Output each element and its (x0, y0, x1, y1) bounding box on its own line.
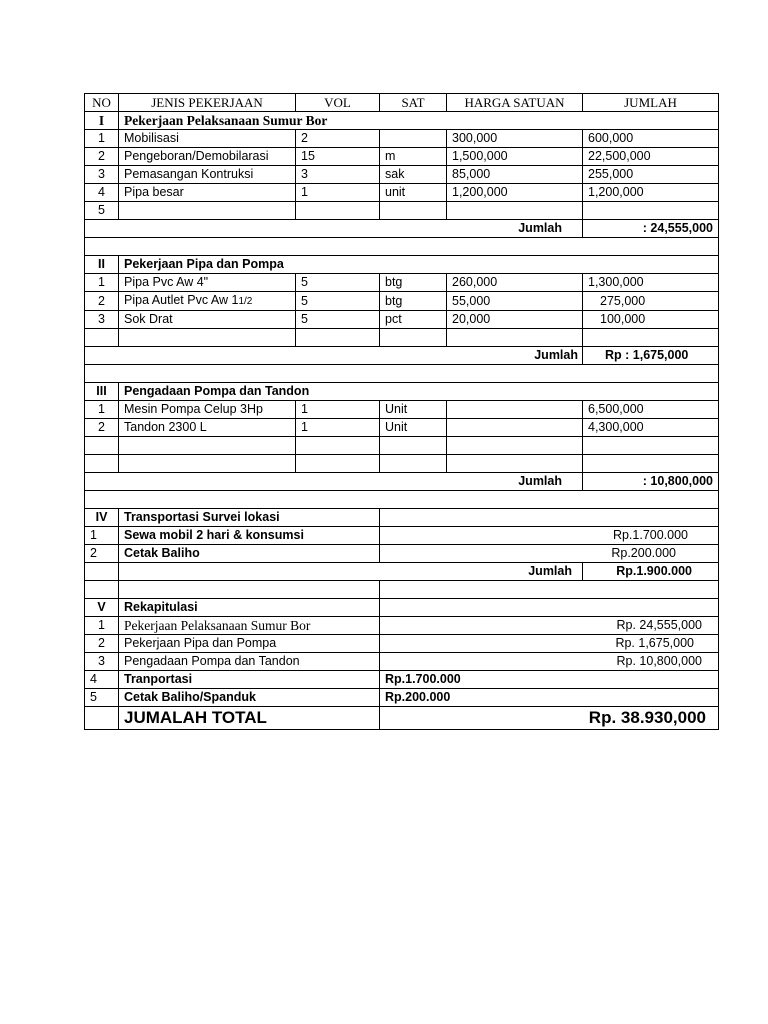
row-value: Rp. 10,800,000 (380, 653, 719, 671)
header-vol: VOL (296, 94, 380, 112)
row-jenis: Tandon 2300 L (119, 419, 296, 437)
row-value: Rp.200.000 (380, 545, 719, 563)
sum-value: Rp : 1,675,000 (583, 347, 719, 365)
table-row (85, 292, 719, 311)
header-jumlah: JUMLAH (583, 94, 719, 112)
spacer-row (85, 581, 719, 599)
spacer-cell (85, 581, 119, 599)
row-no: 5 (85, 202, 119, 220)
row-no: 2 (85, 545, 119, 563)
cost-estimate-table (84, 93, 719, 730)
row-jenis: Sok Drat (119, 311, 296, 329)
empty-cell (85, 437, 119, 455)
row-jenis-text: Pipa Autlet Pvc Aw 1 (124, 293, 239, 307)
row-value: Rp.200.000 (380, 689, 719, 707)
cost-estimate-table-container (84, 93, 718, 730)
row-no: 2 (85, 419, 119, 437)
table-row (85, 545, 719, 563)
table-row (85, 689, 719, 707)
empty-cell (85, 707, 119, 730)
row-no: 1 (85, 617, 119, 635)
empty-cell (380, 509, 719, 527)
row-jenis (119, 292, 296, 311)
section-number: III (85, 383, 119, 401)
empty-row (85, 455, 719, 473)
row-no: 3 (85, 311, 119, 329)
table-row (85, 311, 719, 329)
row-jumlah: 100,000 (583, 311, 719, 329)
row-sat: btg (380, 274, 447, 292)
section-number: II (85, 256, 119, 274)
table-row (85, 202, 719, 220)
empty-cell (85, 563, 119, 581)
section-3-title-row (85, 383, 719, 401)
row-jumlah: 1,200,000 (583, 184, 719, 202)
row-harga: 85,000 (447, 166, 583, 184)
empty-cell (583, 455, 719, 473)
empty-cell (85, 329, 119, 347)
row-no: 2 (85, 148, 119, 166)
row-value: Rp.1.700.000 (380, 527, 719, 545)
row-vol: 3 (296, 166, 380, 184)
table-row (85, 274, 719, 292)
row-no: 1 (85, 274, 119, 292)
row-no: 4 (85, 671, 119, 689)
table-row (85, 617, 719, 635)
row-vol: 1 (296, 184, 380, 202)
row-jenis: Cetak Baliho (119, 545, 380, 563)
empty-cell (583, 437, 719, 455)
row-jumlah: 1,300,000 (583, 274, 719, 292)
section-4-sum-row (85, 563, 719, 581)
section-5-title-row (85, 599, 719, 617)
spacer-row (85, 238, 719, 256)
table-row (85, 148, 719, 166)
row-harga: 300,000 (447, 130, 583, 148)
row-no: 2 (85, 292, 119, 311)
row-no: 4 (85, 184, 119, 202)
empty-cell (447, 437, 583, 455)
row-sat: btg (380, 292, 447, 311)
row-vol: 5 (296, 311, 380, 329)
empty-cell (85, 455, 119, 473)
row-jenis: Pengadaan Pompa dan Tandon (119, 653, 380, 671)
row-sat: pct (380, 311, 447, 329)
row-no: 2 (85, 635, 119, 653)
sum-label: Jumlah (119, 563, 583, 581)
row-jenis: Cetak Baliho/Spanduk (119, 689, 380, 707)
sum-label: Jumlah (85, 220, 583, 238)
row-jenis: Pipa Pvc Aw 4" (119, 274, 296, 292)
row-jenis: Mesin Pompa Celup 3Hp (119, 401, 296, 419)
header-no: NO (85, 94, 119, 112)
row-harga: 55,000 (447, 292, 583, 311)
empty-row (85, 329, 719, 347)
row-harga: 1,200,000 (447, 184, 583, 202)
row-no: 5 (85, 689, 119, 707)
empty-row (85, 437, 719, 455)
row-sat (380, 202, 447, 220)
row-vol: 5 (296, 274, 380, 292)
row-vol: 1 (296, 419, 380, 437)
table-row (85, 130, 719, 148)
section-1-title-row (85, 112, 719, 130)
empty-cell (583, 329, 719, 347)
row-no: 3 (85, 166, 119, 184)
row-harga (447, 419, 583, 437)
row-jenis (119, 202, 296, 220)
row-harga: 20,000 (447, 311, 583, 329)
section-title: Pekerjaan Pelaksanaan Sumur Bor (119, 112, 719, 130)
row-sat: Unit (380, 401, 447, 419)
row-no: 3 (85, 653, 119, 671)
spacer-row (85, 491, 719, 509)
empty-cell (119, 455, 296, 473)
row-jumlah: 275,000 (583, 292, 719, 311)
empty-cell (380, 329, 447, 347)
empty-cell (296, 455, 380, 473)
row-harga (447, 202, 583, 220)
row-sat: sak (380, 166, 447, 184)
row-jumlah: 4,300,000 (583, 419, 719, 437)
grand-total-value: Rp. 38.930,000 (380, 707, 719, 730)
section-3-sum-row (85, 473, 719, 491)
section-number: IV (85, 509, 119, 527)
sum-value: : 24,555,000 (583, 220, 719, 238)
row-jumlah: 6,500,000 (583, 401, 719, 419)
row-vol: 1 (296, 401, 380, 419)
section-1-sum-row (85, 220, 719, 238)
empty-cell (380, 437, 447, 455)
empty-cell (380, 599, 719, 617)
grand-total-label: JUMALAH TOTAL (119, 707, 380, 730)
spacer-cell (85, 365, 719, 383)
table-row (85, 401, 719, 419)
header-harga: HARGA SATUAN (447, 94, 583, 112)
empty-cell (380, 455, 447, 473)
spacer-cell (85, 491, 719, 509)
spacer-row (85, 365, 719, 383)
row-jumlah: 255,000 (583, 166, 719, 184)
row-jenis: Pekerjaan Pipa dan Pompa (119, 635, 380, 653)
empty-cell (447, 329, 583, 347)
table-row (85, 653, 719, 671)
section-title: Transportasi Survei lokasi (119, 509, 380, 527)
section-number: I (85, 112, 119, 130)
row-jenis: Pekerjaan Pelaksanaan Sumur Bor (119, 617, 380, 635)
row-sat: m (380, 148, 447, 166)
grand-total-row (85, 707, 719, 730)
sum-value: : 10,800,000 (583, 473, 719, 491)
row-value: Rp. 1,675,000 (380, 635, 719, 653)
row-vol: 15 (296, 148, 380, 166)
sum-label: Jumlah (85, 473, 583, 491)
table-row (85, 671, 719, 689)
row-jumlah: 600,000 (583, 130, 719, 148)
header-sat: SAT (380, 94, 447, 112)
empty-cell (119, 329, 296, 347)
row-jenis: Pipa besar (119, 184, 296, 202)
empty-cell (447, 455, 583, 473)
row-no: 1 (85, 401, 119, 419)
section-2-title-row (85, 256, 719, 274)
row-jenis: Pemasangan Kontruksi (119, 166, 296, 184)
section-title: Pengadaan Pompa dan Tandon (119, 383, 719, 401)
row-value: Rp. 24,555,000 (380, 617, 719, 635)
table-row (85, 527, 719, 545)
table-row (85, 419, 719, 437)
row-harga (447, 401, 583, 419)
table-row (85, 166, 719, 184)
section-number: V (85, 599, 119, 617)
row-sat: Unit (380, 419, 447, 437)
empty-cell (296, 437, 380, 455)
section-title: Pekerjaan Pipa dan Pompa (119, 256, 719, 274)
empty-cell (119, 437, 296, 455)
row-vol (296, 202, 380, 220)
row-sat (380, 130, 447, 148)
spacer-cell (380, 581, 719, 599)
row-harga: 1,500,000 (447, 148, 583, 166)
row-jenis-fraction: 1/2 (238, 296, 253, 307)
row-no: 1 (85, 130, 119, 148)
section-title: Rekapitulasi (119, 599, 380, 617)
row-value: Rp.1.700.000 (380, 671, 719, 689)
row-sat: unit (380, 184, 447, 202)
header-row (85, 94, 719, 112)
sum-label: Jumlah (85, 347, 583, 365)
table-row (85, 635, 719, 653)
sum-value: Rp.1.900.000 (583, 563, 719, 581)
section-2-sum-row (85, 347, 719, 365)
row-jenis: Mobilisasi (119, 130, 296, 148)
row-jenis: Pengeboran/Demobilarasi (119, 148, 296, 166)
row-vol: 5 (296, 292, 380, 311)
row-harga: 260,000 (447, 274, 583, 292)
row-no: 1 (85, 527, 119, 545)
row-vol: 2 (296, 130, 380, 148)
spacer-cell (85, 238, 719, 256)
row-jenis: Sewa mobil 2 hari & konsumsi (119, 527, 380, 545)
row-jumlah: 22,500,000 (583, 148, 719, 166)
section-4-title-row (85, 509, 719, 527)
row-jumlah (583, 202, 719, 220)
header-jenis: JENIS PEKERJAAN (119, 94, 296, 112)
spacer-cell (119, 581, 380, 599)
row-jenis: Tranportasi (119, 671, 380, 689)
empty-cell (296, 329, 380, 347)
table-row (85, 184, 719, 202)
